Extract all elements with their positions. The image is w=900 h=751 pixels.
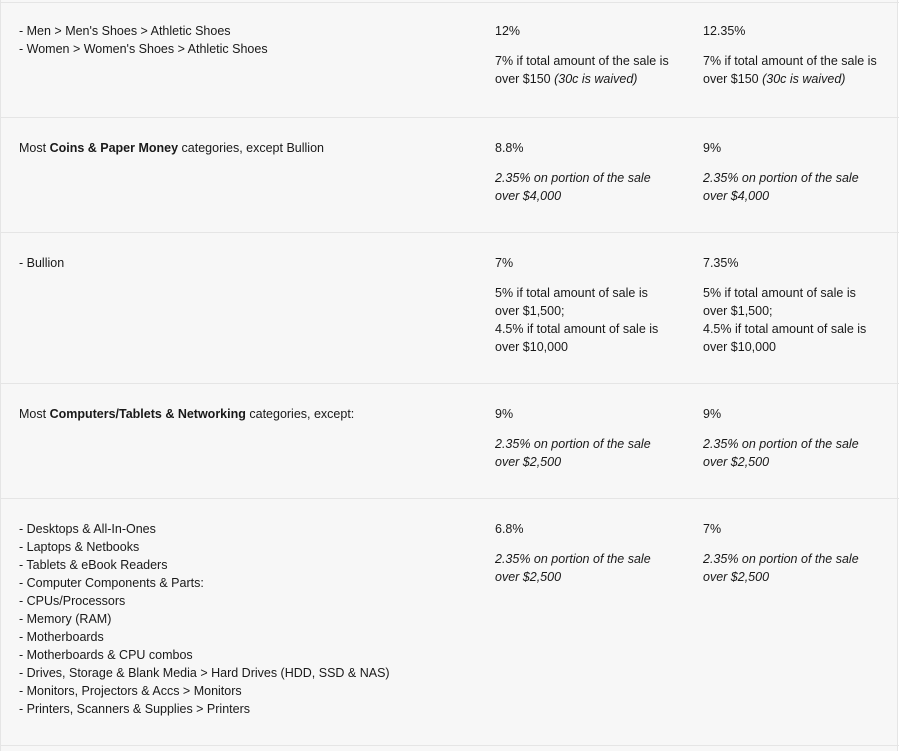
final-value-fee-cell: [495, 22, 675, 88]
category-line: - Computer Components & Parts:: [19, 576, 204, 590]
fee-note: 2.35% on portion of the sale over $4,000: [495, 171, 651, 203]
category-line: - Men > Men's Shoes > Athletic Shoes: [19, 24, 231, 38]
fee-rate: 9%: [495, 407, 514, 421]
category-line: - Desktops & All-In-Ones: [19, 522, 156, 536]
category-line: - Laptops & Netbooks: [19, 540, 140, 554]
category-cell: Most Computers/Tablets & Networking categories, except:: [19, 407, 355, 421]
fee-note: 2.35% on portion of the sale over $4,000: [703, 171, 859, 203]
fee-note: 2.35% on portion of the sale over $2,500: [495, 552, 651, 584]
final-value-fee-cell: [703, 139, 883, 205]
final-value-fee-cell: [703, 254, 883, 356]
fee-note: 5% if total amount of sale is over $1,500; 4.5% if total amount of sale is over $10,000: [495, 286, 659, 354]
category-line: - Drives, Storage & Blank Media > Hard Drives (HDD, SSD & NAS): [19, 666, 390, 680]
category-name: Coins & Paper Money: [49, 141, 179, 155]
category-line: - Memory (RAM): [19, 612, 112, 626]
fee-rate: 7%: [495, 256, 514, 270]
fee-rate: 9%: [703, 407, 722, 421]
fee-rate: 7.35%: [703, 256, 739, 270]
fee-note: 2.35% on portion of the sale over $2,500: [703, 552, 859, 584]
final-value-fee-cell: [703, 22, 883, 88]
table-row: [1, 498, 899, 746]
fee-rate: 12%: [495, 24, 521, 38]
category-cell: [19, 22, 469, 58]
final-value-fee-cell: [703, 405, 883, 471]
category-cell: Most Coins & Paper Money categories, except Bullion: [19, 141, 324, 155]
category-line: - CPUs/Processors: [19, 594, 126, 608]
category-line: - Printers, Scanners & Supplies > Printers: [19, 702, 250, 716]
fee-rate: 9%: [703, 141, 722, 155]
table-row: [1, 383, 899, 499]
final-value-fee-cell: [495, 254, 675, 356]
fee-note: 7% if total amount of the sale is over $150 (30c is waived): [703, 54, 877, 86]
category-name: Computers/Tablets & Networking: [49, 407, 246, 421]
final-value-fee-cell: [495, 139, 675, 205]
category-line: - Women > Women's Shoes > Athletic Shoes: [19, 42, 268, 56]
final-value-fee-cell: [703, 520, 883, 586]
fee-note: 7% if total amount of the sale is over $150 (30c is waived): [495, 54, 669, 86]
table-row: [1, 745, 899, 751]
fee-rate: 12.35%: [703, 24, 746, 38]
table-row: [1, 117, 899, 233]
final-value-fee-cell: [495, 520, 675, 586]
category-line: - Tablets & eBook Readers: [19, 558, 168, 572]
table-row: [1, 232, 899, 384]
fee-note: 2.35% on portion of the sale over $2,500: [495, 437, 651, 469]
fee-rate: 7%: [703, 522, 722, 536]
category-cell: [19, 520, 469, 718]
fee-rate: 8.8%: [495, 141, 524, 155]
table-row: [1, 2, 899, 118]
category-line: - Motherboards & CPU combos: [19, 648, 193, 662]
fee-note: 5% if total amount of sale is over $1,500; 4.5% if total amount of sale is over $10,000: [703, 286, 867, 354]
category-cell: [19, 254, 469, 272]
category-line: - Bullion: [19, 256, 65, 270]
fee-rate: 6.8%: [495, 522, 524, 536]
category-line: - Monitors, Projectors & Accs > Monitors: [19, 684, 242, 698]
final-value-fee-cell: [495, 405, 675, 471]
fee-note: 2.35% on portion of the sale over $2,500: [703, 437, 859, 469]
category-line: - Motherboards: [19, 630, 104, 644]
